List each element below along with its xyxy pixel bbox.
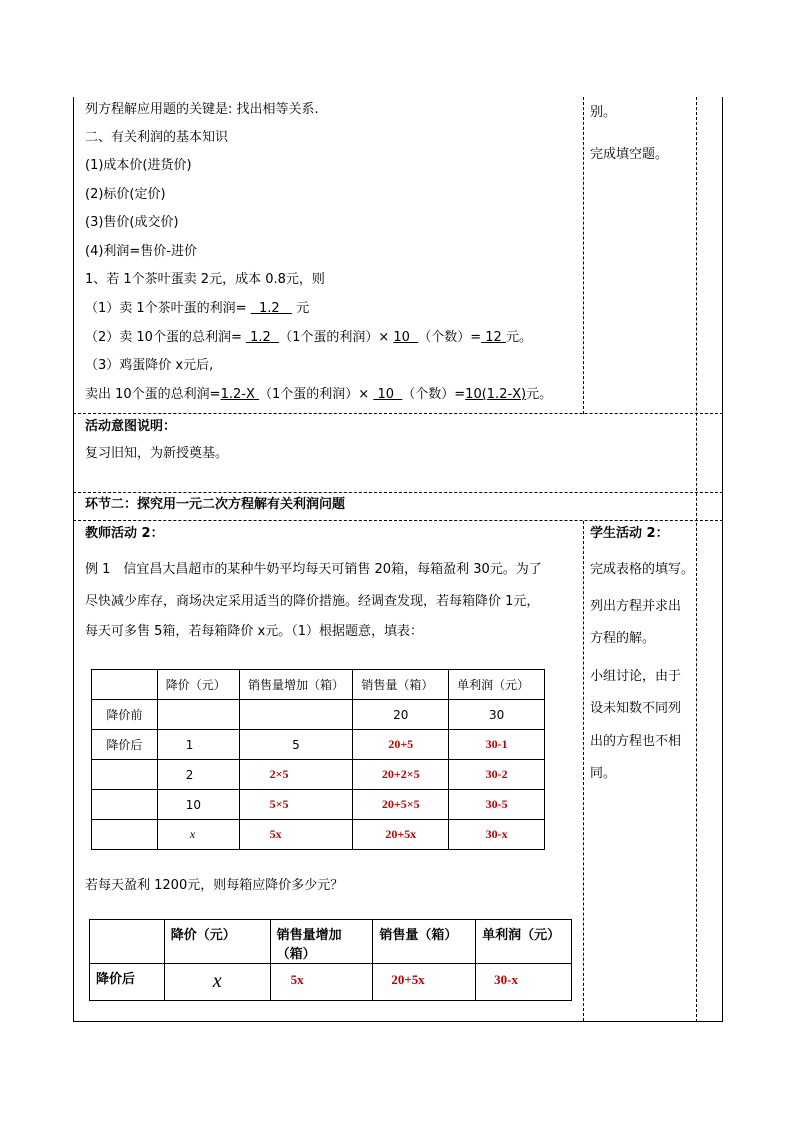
q2-answer-3: 12	[485, 330, 502, 345]
frame-inner-right	[696, 97, 697, 1022]
q4-answer-2: 10	[377, 387, 394, 402]
teacher-para-1: 例 1 信宜昌大昌超市的某种牛奶平均每天可销售 20箱，每箱盈利 30元。为了	[85, 562, 542, 577]
student-line-2: 列出方程并求出	[590, 599, 682, 614]
table-header: 销售量增加（箱）	[239, 670, 353, 700]
table-cell	[92, 790, 158, 820]
divider-teacher	[73, 520, 723, 521]
text-line-2: 二、有关利润的基本知识	[85, 130, 229, 145]
table-cell: 5×5	[239, 790, 353, 820]
table-cell	[92, 670, 158, 700]
q2-answer-1: 1.2	[250, 330, 271, 345]
q2-suffix: 元。	[505, 330, 532, 345]
q1-prefix: （1）卖 1个茶叶蛋的利润=	[85, 301, 247, 316]
question-1	[85, 300, 309, 318]
price-table-1	[91, 669, 545, 850]
table-header: 单利润（元）	[449, 670, 545, 700]
table-cell: x	[164, 964, 270, 1001]
table-row	[92, 700, 545, 730]
q2-mid-1: （1个蛋的利润）×	[279, 330, 390, 345]
q2-mid-2: （个数）=	[418, 330, 482, 345]
q2-prefix: （2）卖 10个蛋的总利润=	[85, 330, 242, 345]
frame-bottom	[73, 1021, 723, 1022]
student-line-3: 方程的解。	[590, 631, 656, 646]
price-table-2	[89, 919, 572, 1001]
q4-prefix: 卖出 10个蛋的总利润=	[85, 387, 221, 402]
table-cell: 20	[353, 700, 449, 730]
table-cell	[92, 760, 158, 790]
col-divider-top	[583, 97, 584, 414]
col-divider-bottom	[583, 521, 584, 1021]
intent-text: 复习旧知，为新授奠基。	[85, 446, 229, 461]
q4-answer-1: 1.2-X	[220, 387, 255, 402]
right-col-line-2: 完成填空题。	[590, 147, 669, 162]
table-cell: 降价后	[92, 730, 158, 760]
text-line-5: (3)售价(成交价)	[85, 215, 179, 230]
table-row	[92, 760, 545, 790]
text-line-7: 1、若 1个茶叶蛋卖 2元，成本 0.8元，则	[85, 272, 325, 287]
divider-section2	[73, 492, 723, 493]
q1-answer: 1.2	[258, 301, 280, 316]
table-cell: 5x	[239, 820, 353, 850]
q4-mid-2: （个数）=	[402, 387, 466, 402]
table-cell: 10	[157, 790, 239, 820]
table-cell: 30-5	[449, 790, 545, 820]
text-line-4: (2)标价(定价)	[85, 187, 166, 202]
q4-suffix: 元。	[526, 387, 553, 402]
table-cell: 30-x	[476, 964, 572, 1001]
table-header: 降价（元）	[157, 670, 239, 700]
table-cell	[90, 920, 165, 964]
teacher-question: 若每天盈利 1200元，则每箱应降价多少元？	[85, 878, 344, 893]
table-cell: 30-x	[449, 820, 545, 850]
teacher-para-3: 每天可多售 5箱，若每箱降价 x元。（1）根据题意，填表：	[85, 624, 424, 639]
table-header: 销售量增加（箱）	[270, 920, 373, 964]
question-3: （3）鸡蛋降价 x元后,	[85, 358, 214, 373]
table-cell: x	[157, 820, 239, 850]
table-row	[92, 820, 545, 850]
text-line-3: (1)成本价(进货价)	[85, 158, 192, 173]
table-header: 降价（元）	[164, 920, 270, 964]
table-row	[92, 790, 545, 820]
table-cell	[239, 700, 353, 730]
table-cell: 20+5×5	[353, 790, 449, 820]
table-header: 单利润（元）	[476, 920, 572, 964]
student-title: 学生活动 2：	[590, 526, 669, 541]
student-line-5: 设未知数不同列	[590, 701, 682, 716]
table-cell: 降价后	[90, 964, 165, 1001]
q4-answer-3: 10(1.2-X)	[465, 387, 527, 402]
frame-right	[722, 97, 723, 1022]
q1-suffix: 元	[296, 301, 310, 316]
table-cell: 5x	[270, 964, 373, 1001]
table-cell: 2	[157, 760, 239, 790]
student-line-7: 同。	[590, 766, 617, 781]
q2-answer-2: 10	[393, 330, 410, 345]
text-line-6: (4)利润=售价-进价	[85, 244, 197, 259]
q4-mid-1: （1个蛋的利润）×	[259, 387, 370, 402]
teacher-title: 教师活动 2：	[85, 526, 164, 541]
intent-title: 活动意图说明：	[85, 419, 177, 434]
table-row	[90, 920, 572, 964]
table-cell: 20+5x	[373, 964, 476, 1001]
table-cell	[92, 820, 158, 850]
student-line-4: 小组讨论，由于	[590, 669, 682, 684]
table-cell: 30-1	[449, 730, 545, 760]
table-cell: 降价前	[92, 700, 158, 730]
student-line-6: 出的方程也不相	[590, 734, 682, 749]
question-4	[85, 386, 552, 404]
table-cell: 20+2×5	[353, 760, 449, 790]
frame-left	[73, 97, 74, 1022]
table-row	[92, 670, 545, 700]
table-cell: 20+5x	[353, 820, 449, 850]
table-cell: 2×5	[239, 760, 353, 790]
table-cell: 1	[157, 730, 239, 760]
question-2	[85, 329, 532, 347]
text-line-1: 列方程解应用题的关键是: 找出相等关系.	[85, 102, 319, 117]
table-cell: 30-2	[449, 760, 545, 790]
table-cell	[157, 700, 239, 730]
table-cell: 20+5	[353, 730, 449, 760]
student-line-1: 完成表格的填写。	[590, 562, 695, 577]
table-cell: 5	[239, 730, 353, 760]
table-header: 销售量（箱）	[353, 670, 449, 700]
table-row	[92, 730, 545, 760]
table-row	[90, 964, 572, 1001]
section2-title: 环节二：探究用一元二次方程解有关利润问题	[85, 497, 346, 512]
table-cell: 30	[449, 700, 545, 730]
teacher-para-2: 尽快减少库存，商场决定采用适当的降价措施。经调查发现，若每箱降价 1元，	[85, 594, 540, 609]
table-header: 销售量（箱）	[373, 920, 476, 964]
right-col-line-1: 别。	[590, 105, 617, 120]
divider-intent	[73, 413, 723, 414]
